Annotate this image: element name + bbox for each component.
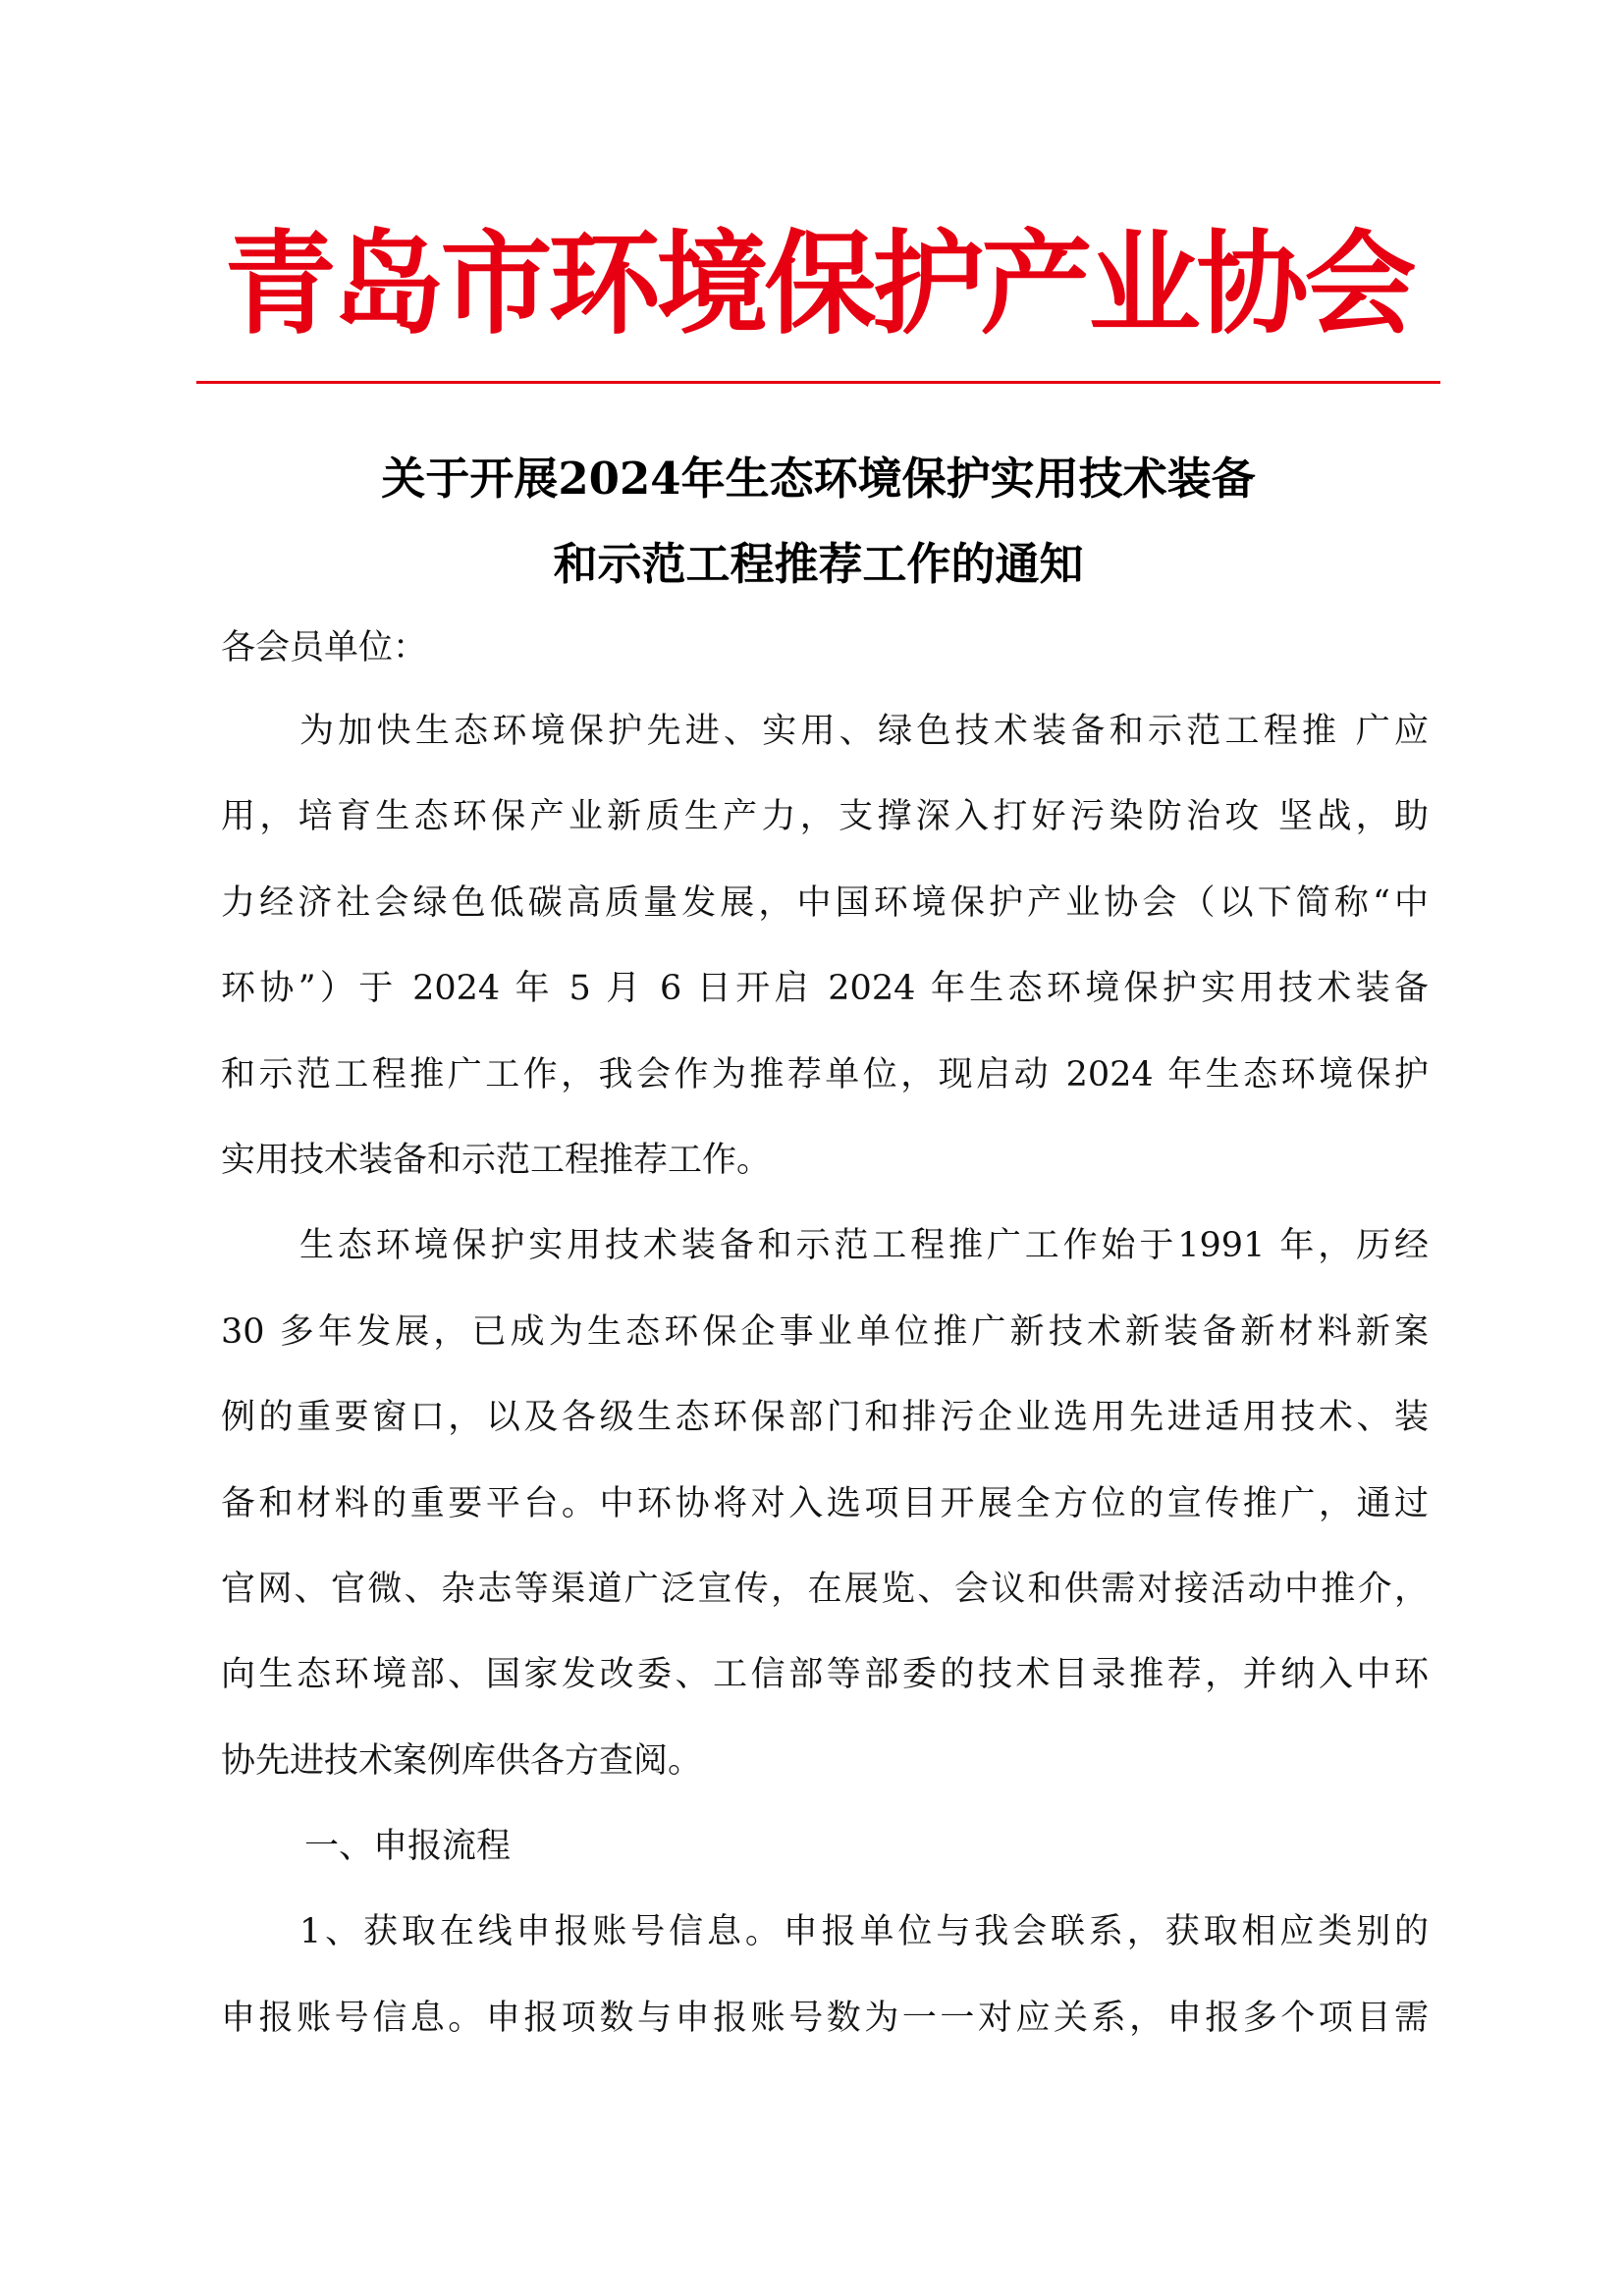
notice-title-line-1: 关于开展2024年生态环境保护实用技术装备 [381,453,1256,505]
body-line: 向生态环境部、国家发改委、工信部等部委的技术目录推荐，并纳入中环 [221,1655,1429,1695]
body-line: 30 多年发展，已成为生态环保企事业单位推广新技术新装备新材料新案 [221,1311,1429,1352]
salutation: 各会员单位： [221,628,428,667]
body-line: 例的重要窗口，以及各级生态环保部门和排污企业选用先进适用技术、装 [221,1398,1429,1438]
body-line: 备和材料的重要平台。中环协将对入选项目开展全方位的宣传推广，通过 [221,1483,1429,1523]
notice-body [221,689,1429,2061]
body-line: 1、获取在线申报账号信息。申报单位与我会联系，获取相应类别的 [299,1912,1429,1952]
section-heading: 一、申报流程 [304,1827,512,1867]
body-line: 实用技术装备和示范工程推荐工作。 [221,1140,772,1180]
body-line: 官网、官微、杂志等渠道广泛宣传，在展览、会议和供需对接活动中推介， [221,1569,1429,1609]
body-line: 环协”）于 2024 年 5 月 6 日开启 2024 年生态环境保护实用技术装备 [221,969,1429,1009]
body-line: 生态环境保护实用技术装备和示范工程推广工作始于1991 年，历经 [299,1226,1429,1266]
body-line: 力经济社会绿色低碳高质量发展，中国环境保护产业协会（以下简称“中 [221,882,1429,923]
body-line: 协先进技术案例库供各方查阅。 [221,1740,703,1781]
body-line: 申报账号信息。申报项数与申报账号数为一一对应关系，申报多个项目需 [221,1998,1429,2038]
masthead-divider [196,381,1440,384]
body-line: 和示范工程推广工作，我会作为推荐单位，现启动 2024 年生态环境保护 [221,1054,1429,1095]
notice-title-line-2: 和示范工程推荐工作的通知 [553,538,1084,590]
body-line: 为加快生态环境保护先进、实用、绿色技术装备和示范工程推 广应 [299,712,1429,751]
body-line: 用，培育生态环保产业新质生产力，支撑深入打好污染防治攻 坚战，助 [221,797,1429,837]
organization-masthead: 青岛市环境保护产业协会 [224,219,1413,349]
